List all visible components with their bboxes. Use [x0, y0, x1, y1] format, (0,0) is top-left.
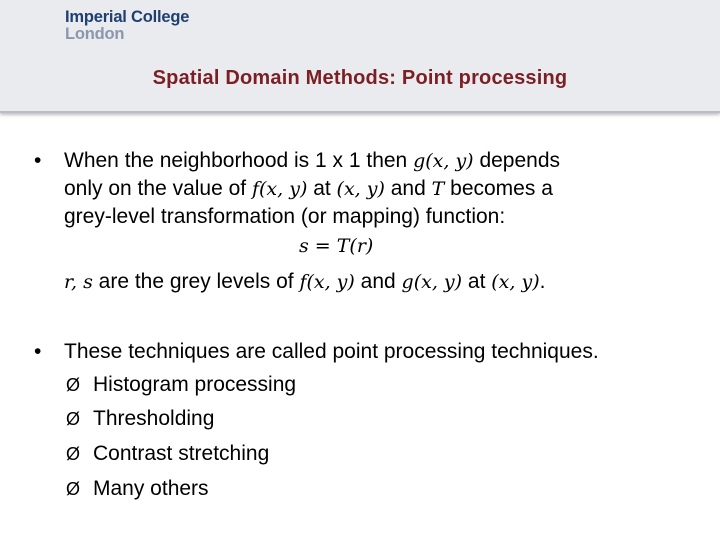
text-span: and — [384, 177, 432, 200]
sub-item-1: Histogram processing — [93, 373, 297, 396]
arrow-bullet-icon: Ø — [66, 479, 81, 499]
math-g-xy: g(x, y) — [413, 150, 474, 172]
logo-line-2: London — [65, 25, 125, 43]
text-span: at — [462, 270, 492, 293]
text-span: at — [307, 177, 337, 200]
text-span: When the neighborhood is 1 x 1 then — [64, 149, 414, 172]
bullet-1-marker: • — [34, 149, 42, 172]
bullet-2-marker: • — [34, 340, 42, 363]
bullet-1-line-4 — [64, 269, 545, 295]
sub-item-3: Contrast stretching — [93, 442, 270, 465]
arrow-bullet-icon: Ø — [66, 409, 81, 429]
bullet-1-line-2 — [64, 176, 553, 202]
math-t: T — [431, 178, 445, 200]
bullet-1-line-1 — [64, 148, 560, 174]
math-r-s: r, s — [64, 271, 93, 293]
slide-header — [0, 0, 720, 113]
math-xy: (x, y) — [491, 271, 540, 293]
text-span: . — [539, 270, 546, 293]
bullet-1-line-3: grey-level transformation (or mapping) function: — [64, 205, 506, 228]
logo-line-1: Imperial College — [65, 8, 190, 26]
arrow-bullet-icon: Ø — [66, 375, 81, 395]
formula — [299, 233, 373, 259]
sub-item-2: Thresholding — [93, 407, 215, 430]
sub-item-4: Many others — [93, 477, 209, 500]
text-span: depends — [473, 149, 561, 172]
math-g-xy: g(x, y) — [401, 271, 463, 293]
text-span: becomes a — [444, 177, 553, 200]
math-formula: s = T(r) — [299, 235, 374, 257]
text-span: only on the value of — [64, 177, 252, 200]
arrow-bullet-icon: Ø — [66, 444, 81, 464]
text-span: are the grey levels of — [92, 270, 300, 293]
slide-title: Spatial Domain Methods: Point processing — [152, 67, 568, 89]
math-f-xy: f(x, y) — [299, 271, 355, 293]
imperial-college-logo — [65, 9, 189, 43]
text-span: and — [354, 270, 402, 293]
math-f-xy: f(x, y) — [251, 178, 308, 200]
math-xy: (x, y) — [336, 178, 385, 200]
bullet-2-line: These techniques are called point processing techniques. — [64, 340, 599, 363]
